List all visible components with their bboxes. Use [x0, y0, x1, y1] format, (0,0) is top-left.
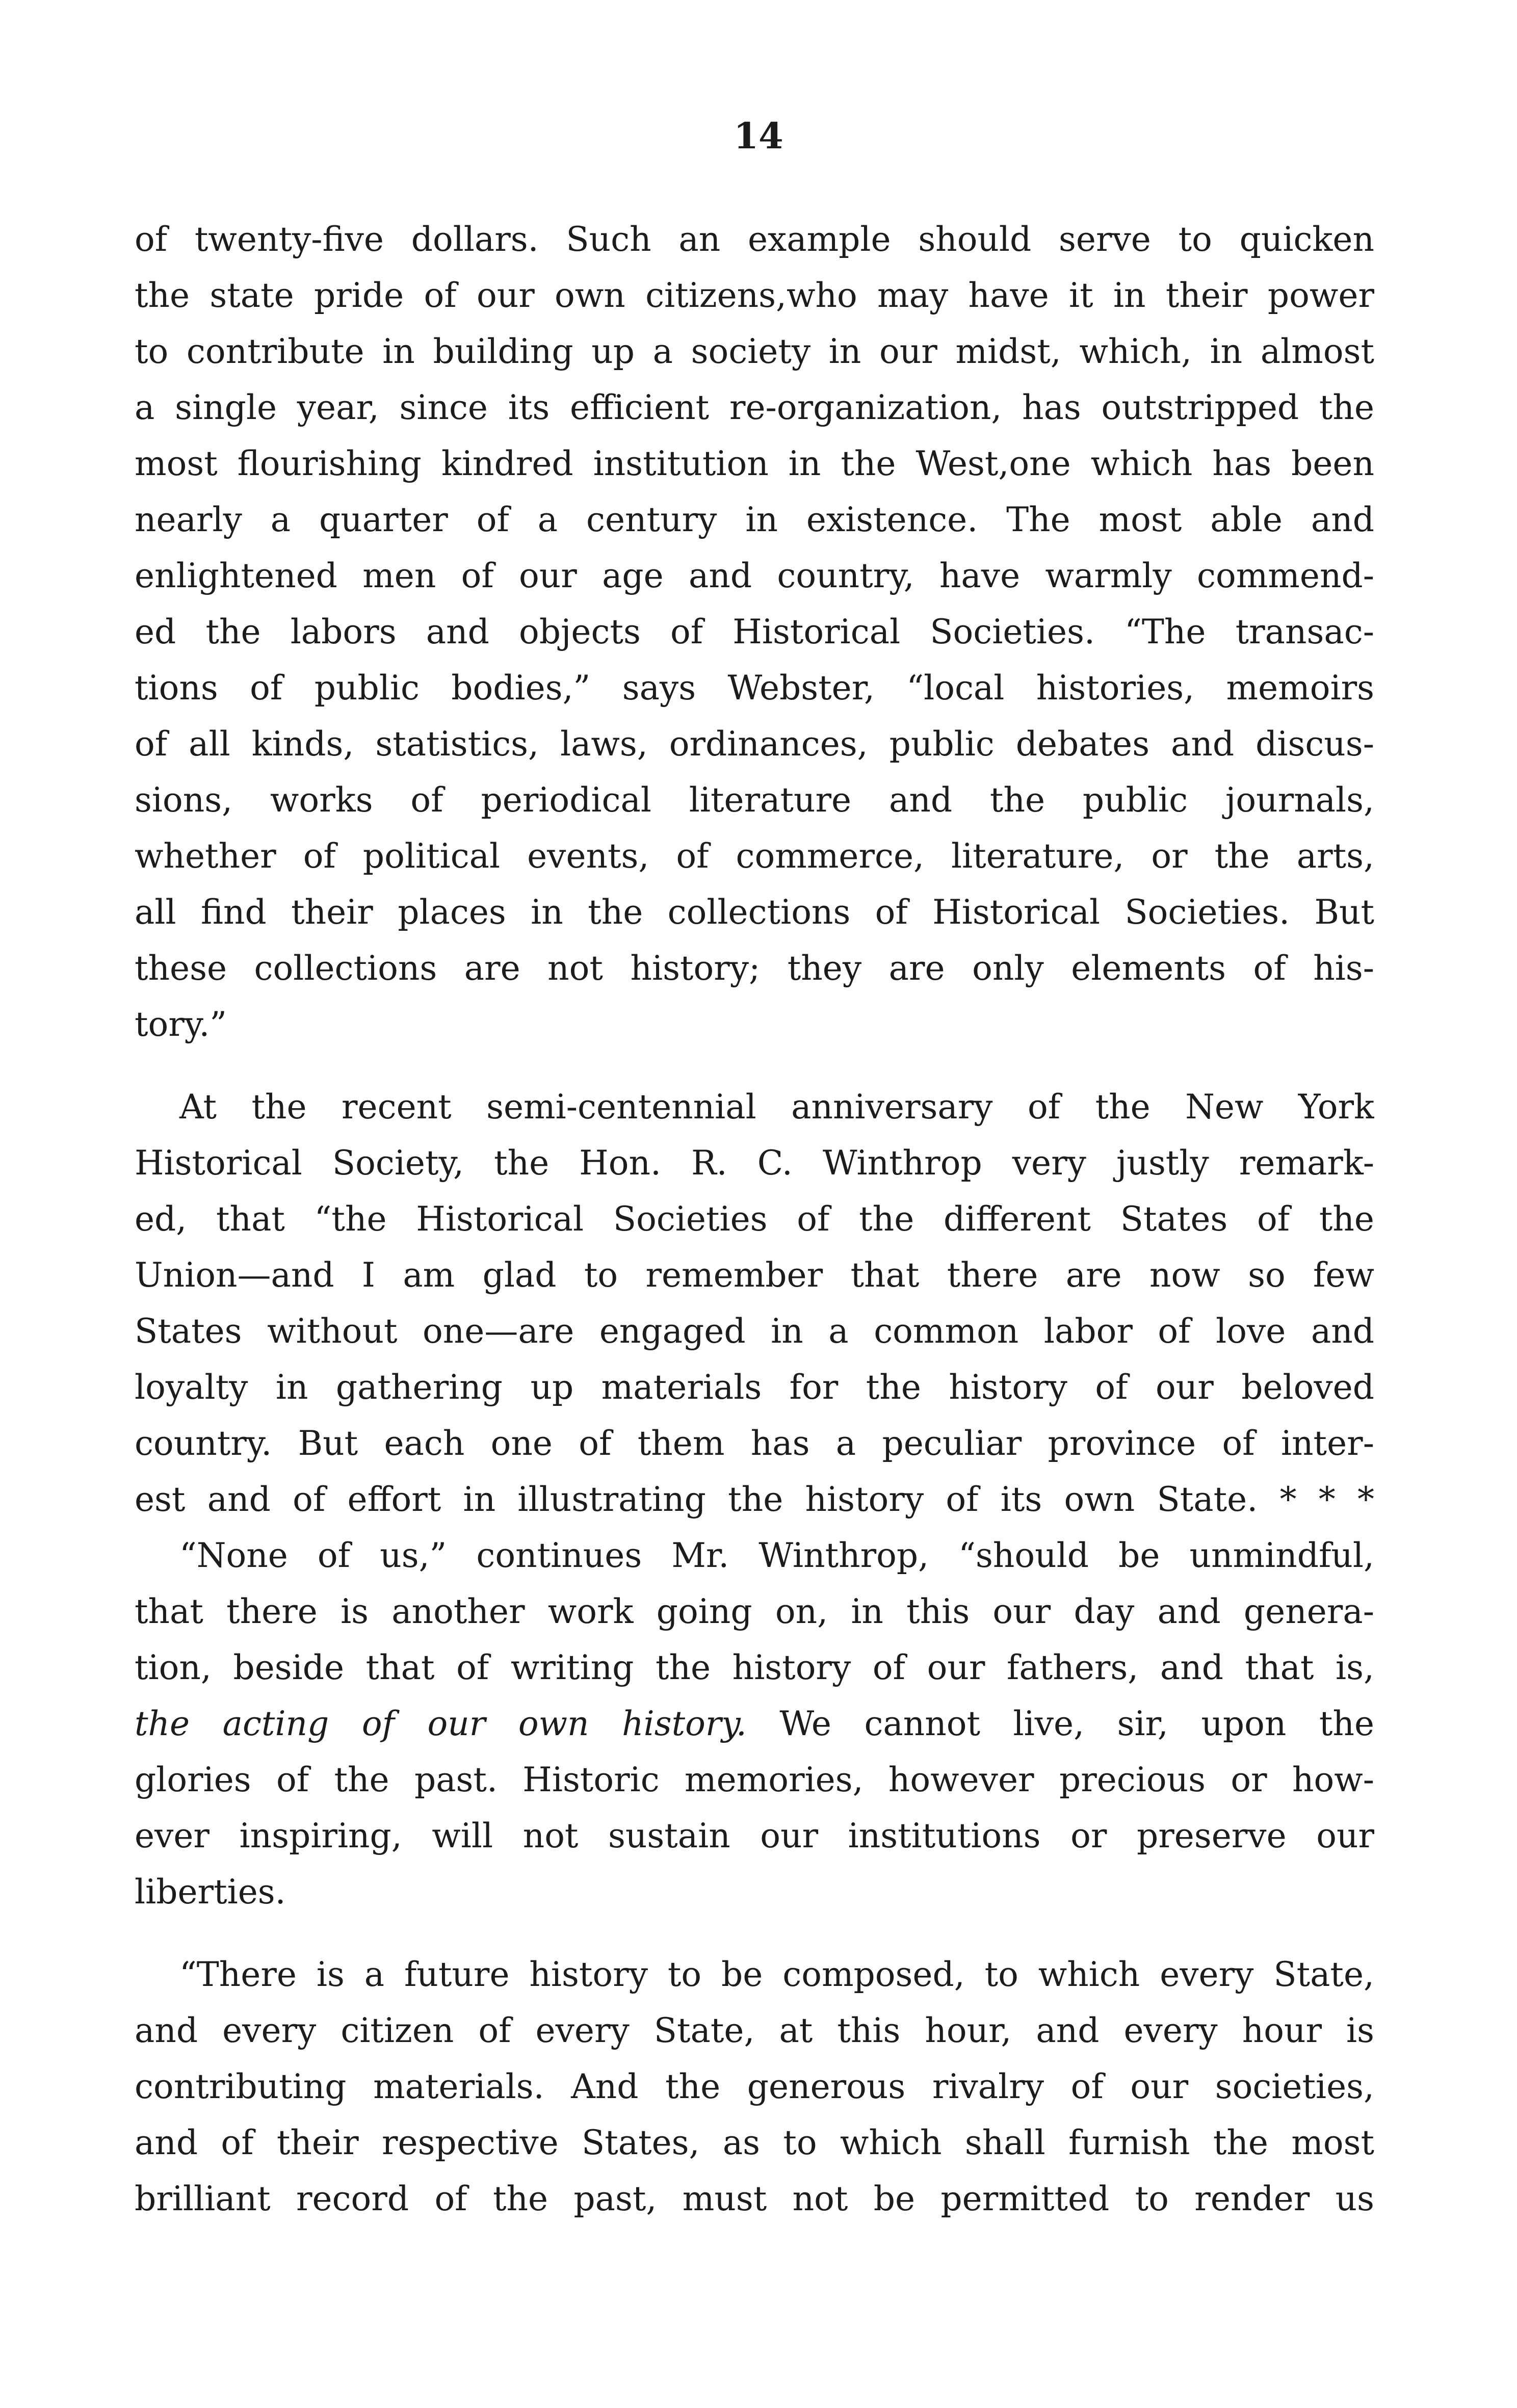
text-line: and of their respective States, as to which shall furnish the most [135, 2123, 1374, 2162]
text-line: loyalty in gathering up materials for the history of our beloved [135, 1368, 1374, 1407]
body-text [135, 212, 1374, 2227]
text-line: ed the labors and objects of Historical Societies. “The transac- [135, 612, 1374, 651]
paragraph-2 [135, 1079, 1374, 1528]
text-line: “None of us,” continues Mr. Winthrop, “should be unmindful, [179, 1536, 1374, 1575]
text-line: liberties. [135, 1872, 286, 1912]
text-line: ed, that “the Historical Societies of the different States of the [135, 1199, 1374, 1239]
text-line: sions, works of periodical literature and the public journals, [135, 780, 1374, 820]
text-line: the state pride of our own citizens,who may have it in their power [135, 276, 1374, 315]
text-line: Union—and I am glad to remember that there are now so few [135, 1255, 1374, 1295]
text-line: States without one—are engaged in a common labor of love and [135, 1312, 1374, 1351]
text-line: that there is another work going on, in this our day and genera- [135, 1592, 1374, 1631]
text-line: to contribute in building up a society in our midst, which, in almost [135, 332, 1374, 371]
text-line: all find their places in the collections of Historical Societies. But [135, 893, 1374, 932]
text-line: and every citizen of every State, at this hour, and every hour is [135, 2011, 1374, 2050]
text-line: glories of the past. Historic memories, however precious or how- [135, 1760, 1374, 1799]
text-line-italic [135, 1696, 1374, 1752]
text-line: Historical Society, the Hon. R. C. Winthrop very justly remark- [135, 1143, 1374, 1183]
text-line: of twenty-five dollars. Such an example should serve to quicken [135, 220, 1374, 259]
text-line: “There is a future history to be composed, to which every State, [179, 1955, 1374, 1994]
text-line: a single year, since its efficient re-organization, has outstripped the [135, 388, 1374, 427]
page-number: 14 [734, 115, 783, 157]
text-line: tion, beside that of writing the history of our fathers, and that is, [135, 1648, 1374, 1687]
text-line: of all kinds, statistics, laws, ordinances, public debates and discus- [135, 724, 1374, 764]
text-line: tory.” [135, 1005, 227, 1044]
text-line: country. But each one of them has a peculiar province of inter- [135, 1424, 1374, 1463]
text-line: nearly a quarter of a century in existence. The most able and [135, 500, 1374, 539]
text-line: enlightened men of our age and country, have warmly commend- [135, 556, 1374, 595]
text-line: ever inspiring, will not sustain our institutions or preserve our [135, 1816, 1374, 1855]
text-line: these collections are not history; they are only elements of his- [135, 949, 1374, 988]
paragraph-3 [135, 1528, 1374, 1920]
paragraph-4 [135, 1947, 1374, 2227]
paragraph-1 [135, 212, 1374, 1053]
text-line: whether of political events, of commerce, literature, or the arts, [135, 836, 1374, 876]
text-line: brilliant record of the past, must not be permitted to render us [135, 2179, 1374, 2218]
text-line: At the recent semi-centennial anniversary of the New York [179, 1087, 1374, 1127]
italic-phrase: the acting of our own history. [135, 1704, 747, 1743]
text-line: est and of effort in illustrating the history of its own State. * * * [135, 1480, 1374, 1519]
text-line-rest: We cannot live, sir, upon the [746, 1704, 1374, 1743]
text-line: contributing materials. And the generous rivalry of our societies, [135, 2067, 1374, 2106]
text-line: most flourishing kindred institution in the West,one which has been [135, 444, 1374, 483]
text-line: tions of public bodies,” says Webster, “local histories, memoirs [135, 668, 1374, 708]
